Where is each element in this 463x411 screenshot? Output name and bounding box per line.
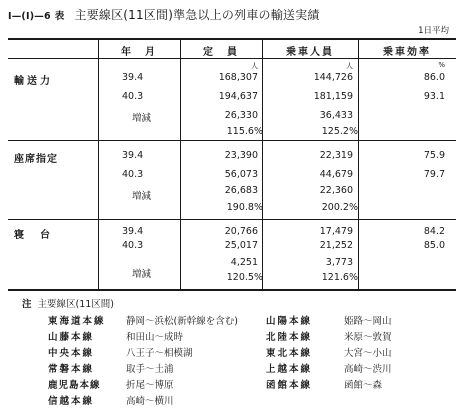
passengers-cell: 144,726	[313, 72, 353, 83]
capacity-cell: 56,073	[224, 169, 258, 180]
table-title	[8, 6, 320, 23]
year-month-cell: 39.4	[122, 150, 144, 161]
header-capacity: 定 員	[203, 47, 239, 58]
capacity-cell: 194,637	[218, 91, 258, 102]
note-line-section: 姫路〜岡山	[344, 316, 392, 327]
group-divider-1	[8, 140, 456, 141]
note-line-label: 東北本線	[266, 348, 313, 359]
col-divider-2	[180, 38, 181, 291]
efficiency-cell: 79.7	[423, 169, 445, 180]
passengers-cell: 17,479	[319, 226, 353, 237]
notes-heading-text: 主要線区(11区間)	[37, 299, 115, 310]
note-line-label: 上越本線	[266, 364, 313, 375]
capacity-cell: 168,307	[218, 72, 258, 83]
year-month-cell: 40.3	[122, 91, 144, 102]
year-month-cell: 39.4	[122, 226, 144, 237]
pct-capacity: 115.6%	[226, 126, 263, 137]
group-label: 寝 台	[14, 230, 53, 241]
note-line-label: 信越本線	[48, 396, 95, 407]
note-line-section: 米原〜敦賀	[344, 332, 392, 343]
pct-passengers: 121.6%	[321, 272, 358, 283]
note-line-name	[48, 393, 94, 407]
note-line-name	[266, 329, 312, 343]
note-line-name	[48, 313, 106, 327]
capacity-cell: 23,390	[224, 150, 258, 161]
notes-heading	[22, 296, 114, 310]
note-line-label: 函館本線	[266, 380, 313, 391]
note-line-label: 鹿児島本線	[48, 380, 101, 391]
note-line-name	[48, 377, 101, 391]
notes-mark: 注	[22, 299, 32, 310]
delta-capacity: 26,330	[224, 110, 258, 121]
header-efficiency: 乗車効率	[383, 47, 431, 58]
pct-capacity: 120.5%	[226, 272, 263, 283]
delta-passengers: 22,360	[319, 185, 353, 196]
year-month-cell: 40.3	[122, 240, 144, 251]
delta-label: 増減	[132, 113, 152, 124]
pct-capacity: 190.8%	[226, 202, 263, 213]
note-line-label: 山藤本線	[48, 332, 95, 343]
efficiency-cell: 85.0	[423, 240, 445, 251]
year-month-cell: 40.3	[122, 169, 144, 180]
delta-passengers: 3,773	[325, 257, 353, 268]
note-line-label: 常磐本線	[48, 364, 95, 375]
note-line-section: 高崎〜横川	[126, 396, 174, 407]
top-rule	[8, 38, 456, 40]
table-number: I—(I)—6	[8, 11, 51, 22]
unit-note: 1日平均	[418, 26, 449, 36]
header-year-month: 年 月	[121, 47, 157, 58]
unit-mark-passengers: 人	[346, 62, 353, 70]
group-divider-2	[8, 219, 456, 220]
pct-passengers: 200.2%	[321, 202, 358, 213]
group-label: 座席指定	[14, 154, 58, 165]
note-line-section: 大宮〜小山	[344, 348, 392, 359]
note-line-name	[48, 345, 94, 359]
table-caption: 主要線区(11区間)準急以上の列車の輸送実績	[74, 8, 320, 22]
header-rule	[8, 58, 456, 59]
efficiency-cell: 86.0	[423, 72, 445, 83]
header-passengers: 乗車人員	[286, 47, 334, 58]
note-line-section: 和田山〜成時	[126, 332, 184, 343]
year-month-cell: 39.4	[122, 72, 144, 83]
efficiency-cell: 84.2	[423, 226, 445, 237]
note-line-name	[48, 329, 94, 343]
unit-mark-efficiency: %	[438, 61, 445, 69]
note-line-section: 静岡〜浜松(新幹線を含む)	[126, 316, 238, 327]
note-line-section: 高崎〜渋川	[344, 364, 392, 375]
delta-label: 増減	[132, 269, 152, 280]
delta-passengers: 36,433	[319, 110, 353, 121]
passengers-cell: 181,159	[313, 91, 353, 102]
note-line-name	[266, 313, 312, 327]
note-line-label: 中央本線	[48, 348, 95, 359]
note-line-label: 山陽本線	[266, 316, 313, 327]
note-line-name	[266, 377, 312, 391]
efficiency-cell: 93.1	[423, 91, 445, 102]
passengers-cell: 44,679	[319, 169, 353, 180]
col-divider-1	[98, 38, 99, 291]
unit-mark-capacity: 人	[251, 62, 258, 70]
passengers-cell: 22,319	[319, 150, 353, 161]
note-line-name	[266, 361, 312, 375]
note-line-section: 八王子〜相模湖	[126, 348, 193, 359]
delta-label: 増減	[132, 191, 152, 202]
capacity-cell: 20,766	[224, 226, 258, 237]
note-line-section: 取手〜土浦	[126, 364, 174, 375]
note-line-name	[266, 345, 312, 359]
note-line-label: 東海道本線	[48, 316, 106, 327]
passengers-cell: 21,252	[319, 240, 353, 251]
note-line-section: 折尾〜博原	[126, 380, 174, 391]
delta-capacity: 4,251	[230, 257, 258, 268]
pct-passengers: 125.2%	[321, 126, 358, 137]
table-word: 表	[54, 11, 65, 22]
delta-capacity: 26,683	[224, 185, 258, 196]
note-line-label: 北陸本線	[266, 332, 313, 343]
note-line-name	[48, 361, 94, 375]
col-divider-4	[358, 38, 359, 291]
efficiency-cell: 75.9	[423, 150, 445, 161]
bottom-rule	[8, 289, 456, 291]
capacity-cell: 25,017	[224, 240, 258, 251]
group-label: 輸送力	[14, 76, 53, 87]
col-divider-3	[262, 38, 263, 291]
note-line-section: 函館〜森	[344, 380, 383, 391]
